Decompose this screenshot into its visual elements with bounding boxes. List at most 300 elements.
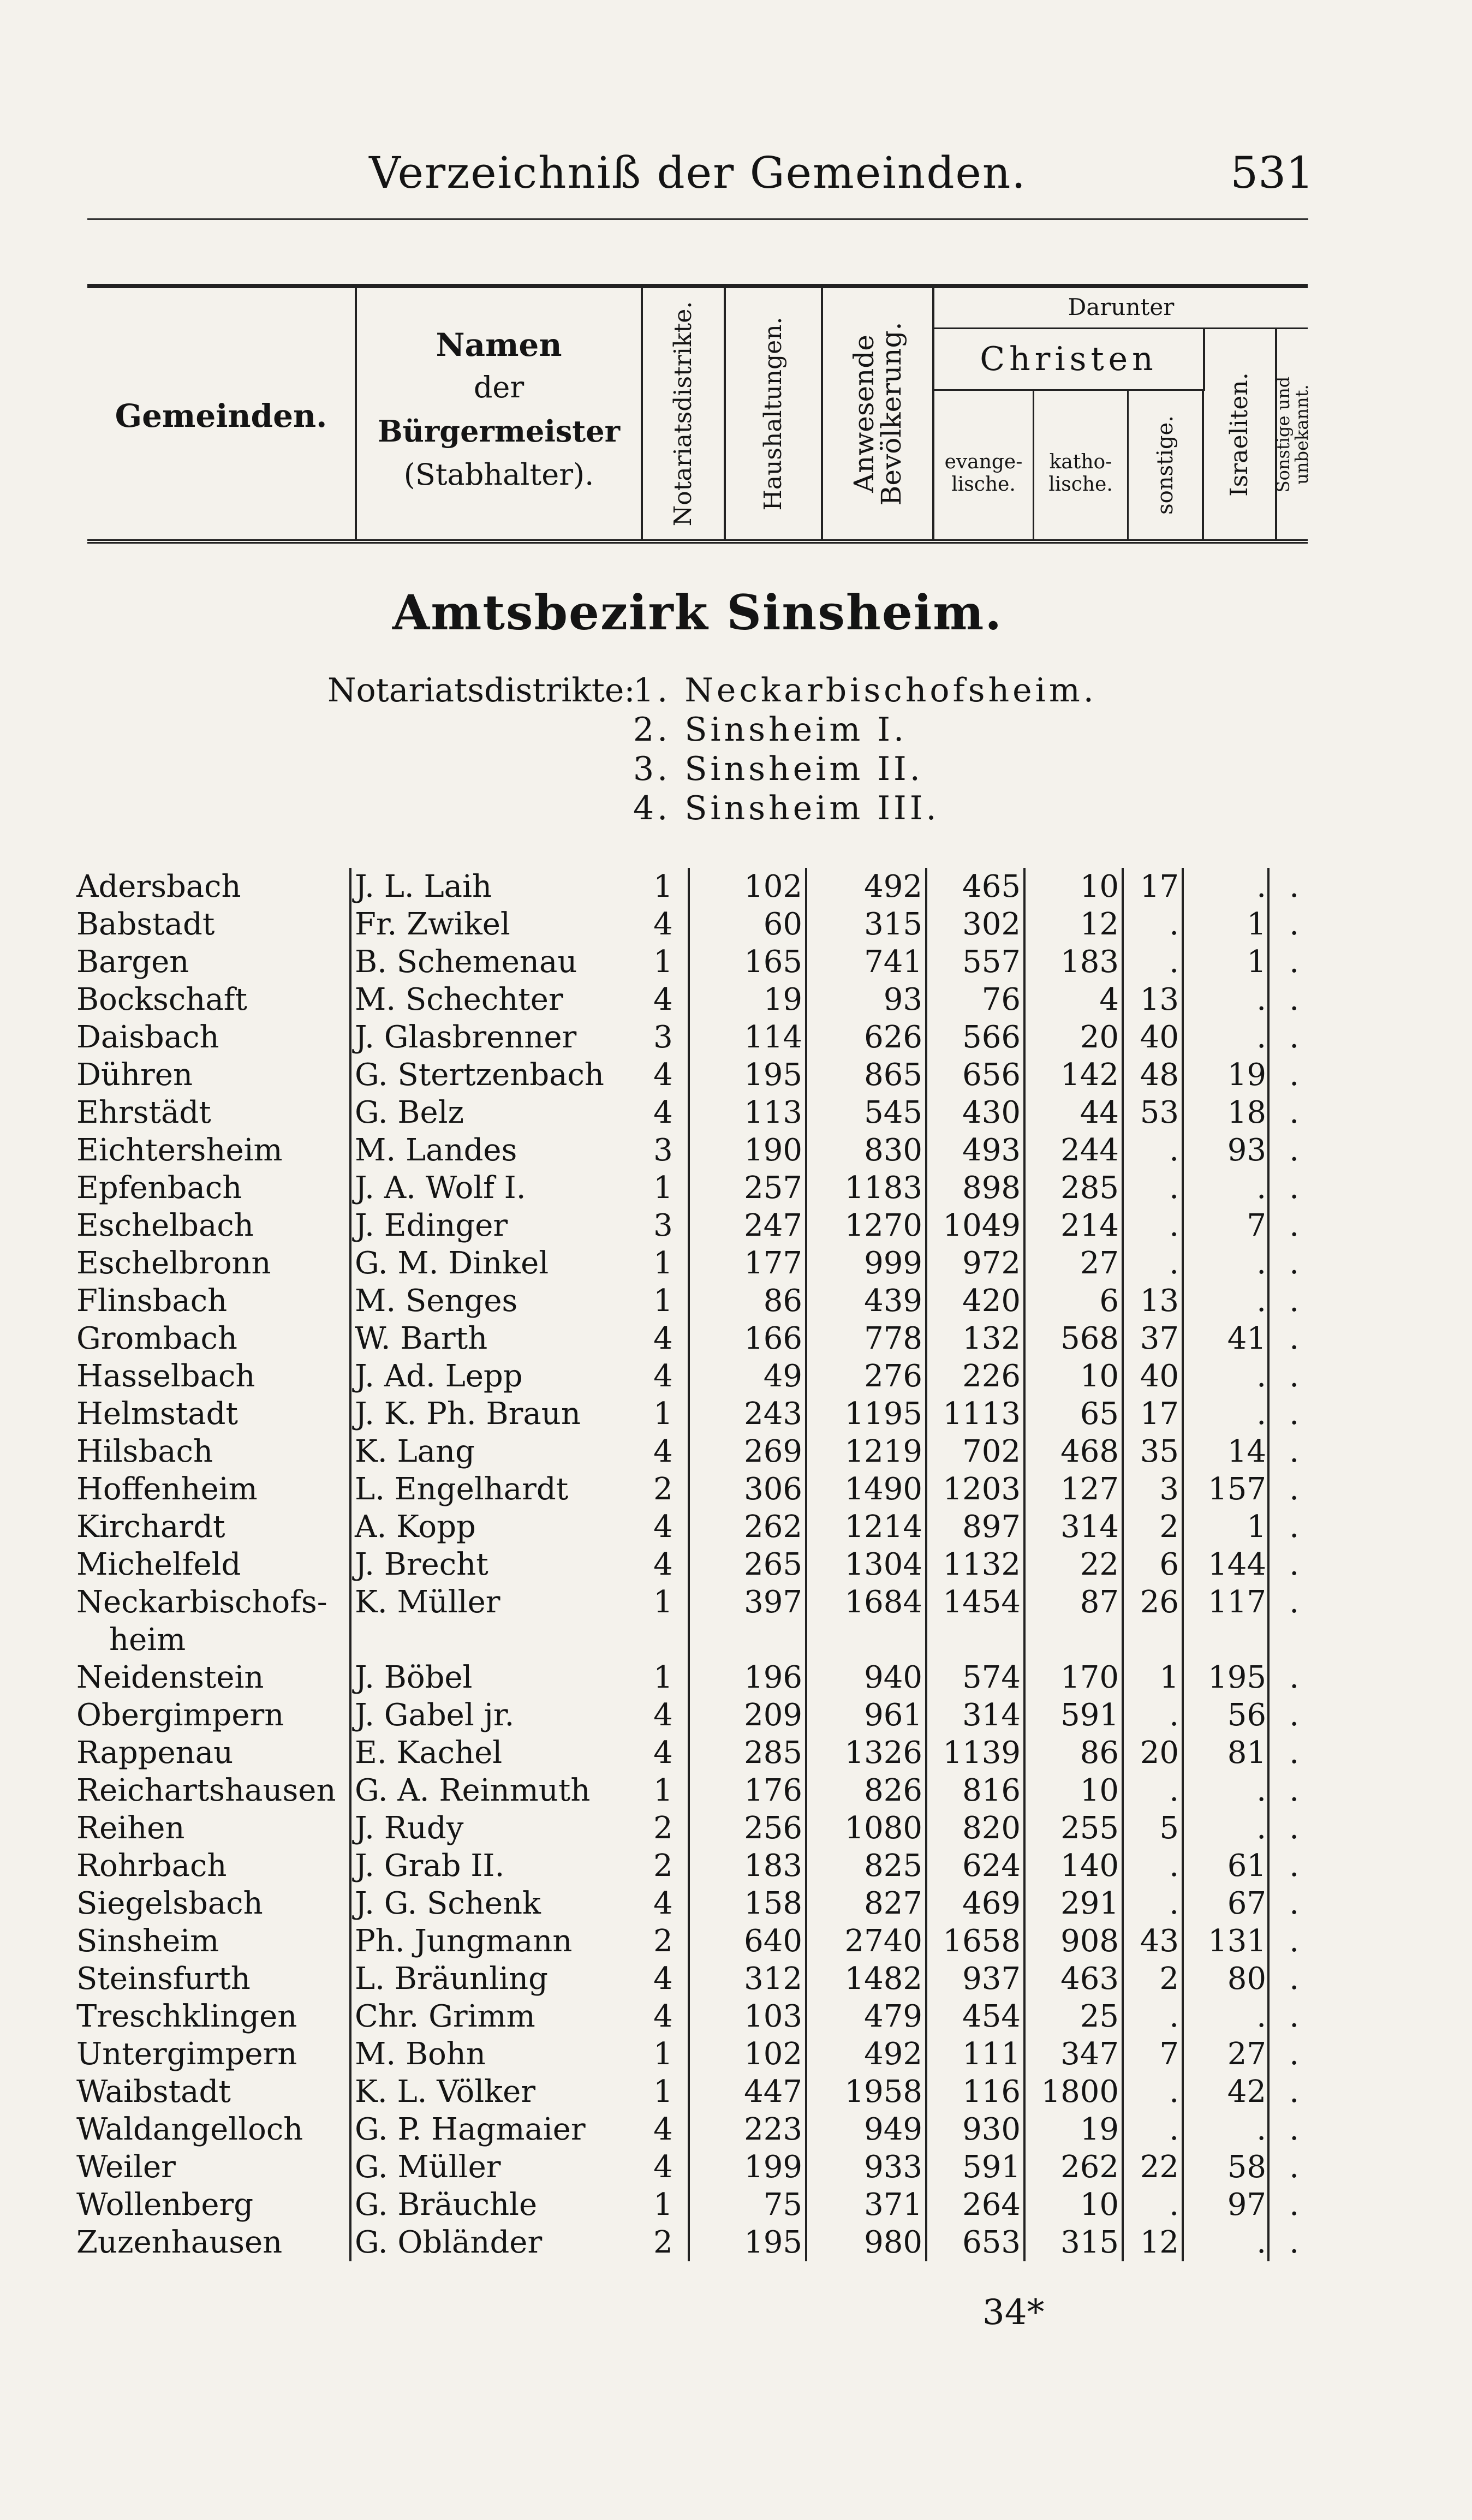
other-unknown-value: . — [1289, 1584, 1299, 1620]
mayor-name: G. P. Hagmaier — [355, 2112, 586, 2147]
catholic-value: 314 — [1060, 1509, 1119, 1545]
population-value: 1183 — [844, 1170, 922, 1206]
other-christian-value: 22 — [1140, 2149, 1179, 2185]
protestant-value: 314 — [962, 1697, 1021, 1733]
notary-district-number: 1 — [653, 944, 673, 980]
municipality-name: Eschelbach — [76, 1208, 254, 1243]
population-value: 933 — [864, 2149, 922, 2185]
population-value: 1490 — [844, 1472, 922, 1507]
table-column-rule — [688, 868, 690, 2261]
other-christian-value: 7 — [1159, 2036, 1179, 2072]
other-christian-value: 20 — [1140, 1735, 1179, 1771]
col-evangelisch — [934, 391, 1034, 539]
protestant-value: 557 — [962, 944, 1021, 980]
notary-district-number: 4 — [653, 1509, 673, 1545]
jewish-value: 67 — [1227, 1886, 1266, 1921]
jewish-value: . — [1256, 2112, 1266, 2147]
municipality-name: Rappenau — [76, 1735, 234, 1771]
mayor-name: Ph. Jungmann — [355, 1923, 573, 1959]
col-evangelisch-label: evange- lische. — [944, 451, 1023, 496]
page-number: 531 — [1230, 147, 1314, 198]
mayor-name: G. Stertzenbach — [355, 1057, 604, 1093]
population-value: 1270 — [844, 1208, 922, 1243]
catholic-value: 12 — [1080, 907, 1119, 942]
jewish-value: 81 — [1227, 1735, 1266, 1771]
other-christian-value: 5 — [1159, 1810, 1179, 1846]
notary-line: 3. Sinsheim II. — [633, 750, 923, 788]
protestant-value: 76 — [981, 982, 1021, 1017]
population-value: 1958 — [844, 2074, 922, 2110]
col-namen-line2: der — [473, 370, 525, 404]
population-value: 545 — [864, 1095, 922, 1130]
other-unknown-value: . — [1289, 1660, 1299, 1695]
households-value: 19 — [763, 982, 802, 1017]
mayor-name: J. Grab II. — [355, 1848, 505, 1884]
municipality-name: Bockschaft — [76, 982, 247, 1017]
households-value: 113 — [744, 1095, 802, 1130]
notary-district-number: 1 — [653, 1396, 673, 1432]
notary-district-number: 2 — [653, 1848, 673, 1884]
protestant-value: 1658 — [943, 1923, 1021, 1959]
protestant-value: 1203 — [943, 1472, 1021, 1507]
notary-district-number: 4 — [653, 1697, 673, 1733]
other-christian-value: 6 — [1159, 1547, 1179, 1582]
notary-line: 2. Sinsheim I. — [633, 711, 908, 749]
mayor-name: J. L. Laih — [355, 869, 492, 904]
jewish-value: . — [1256, 1170, 1266, 1206]
municipality-name: Wollenberg — [76, 2187, 254, 2223]
col-namen-line1: Namen — [436, 326, 562, 364]
other-unknown-value: . — [1289, 1246, 1299, 1281]
other-christian-value: . — [1169, 1170, 1179, 1206]
households-value: 183 — [744, 1848, 802, 1884]
other-christian-value: . — [1169, 1999, 1179, 2034]
households-value: 397 — [744, 1584, 802, 1620]
mayor-name: W. Barth — [355, 1321, 488, 1356]
municipality-name: Rohrbach — [76, 1848, 227, 1884]
catholic-value: 25 — [1080, 1999, 1119, 2034]
mayor-name: J. Brecht — [355, 1547, 488, 1582]
notary-district-number: 2 — [653, 1810, 673, 1846]
mayor-name: K. Lang — [355, 1434, 475, 1469]
jewish-value: 93 — [1227, 1133, 1266, 1168]
households-value: 265 — [744, 1547, 802, 1582]
notary-district-number: 1 — [653, 2074, 673, 2110]
other-christian-value: 17 — [1140, 869, 1179, 904]
other-christian-value: . — [1169, 2187, 1179, 2223]
jewish-value: . — [1256, 1283, 1266, 1319]
municipality-name: Hoffenheim — [76, 1472, 258, 1507]
mayor-name: L. Bräunling — [355, 1961, 548, 1997]
population-value: 825 — [864, 1848, 922, 1884]
households-value: 196 — [744, 1660, 802, 1695]
col-namen-line3: Bürgermeister — [377, 414, 621, 449]
other-christian-value: . — [1169, 2074, 1179, 2110]
mayor-name: G. A. Reinmuth — [355, 1773, 591, 1808]
households-value: 640 — [744, 1923, 802, 1959]
protestant-value: 116 — [962, 2074, 1021, 2110]
municipality-name: Neidenstein — [76, 1660, 264, 1695]
municipality-name: Steinsfurth — [76, 1961, 251, 1997]
notary-line: 1. Neckarbischofsheim. — [633, 671, 1097, 710]
households-value: 223 — [744, 2112, 802, 2147]
other-unknown-value: . — [1289, 2112, 1299, 2147]
notary-district-number: 4 — [653, 1359, 673, 1394]
households-value: 166 — [744, 1321, 802, 1356]
other-christian-value: . — [1169, 1697, 1179, 1733]
other-christian-value: . — [1169, 1246, 1179, 1281]
col-namen-line4: (Stabhalter). — [403, 457, 594, 492]
households-value: 262 — [744, 1509, 802, 1545]
protestant-value: 1139 — [943, 1735, 1021, 1771]
mayor-name: G. Bräuchle — [355, 2187, 538, 2223]
other-christian-value: 40 — [1140, 1359, 1179, 1394]
mayor-name: J. Edinger — [355, 1208, 508, 1243]
municipality-name: Bargen — [76, 944, 189, 980]
households-value: 256 — [744, 1810, 802, 1846]
population-value: 276 — [864, 1359, 922, 1394]
other-christian-value: 17 — [1140, 1396, 1179, 1432]
col-sonstige-label: sonstige. — [1153, 415, 1178, 515]
catholic-value: 1800 — [1041, 2074, 1119, 2110]
jewish-value: . — [1256, 1359, 1266, 1394]
protestant-value: 653 — [962, 2225, 1021, 2260]
notary-district-number: 4 — [653, 1961, 673, 1997]
municipality-name: Sinsheim — [76, 1923, 219, 1959]
mayor-name: G. Belz — [355, 1095, 464, 1130]
catholic-value: 127 — [1060, 1472, 1119, 1507]
mayor-name: G. Obländer — [355, 2225, 543, 2260]
catholic-value: 10 — [1080, 1773, 1119, 1808]
other-unknown-value: . — [1289, 1208, 1299, 1243]
protestant-value: 897 — [962, 1509, 1021, 1545]
notary-district-number: 1 — [653, 2187, 673, 2223]
population-value: 827 — [864, 1886, 922, 1921]
other-christian-value: . — [1169, 1886, 1179, 1921]
households-value: 165 — [744, 944, 802, 980]
other-christian-value: 2 — [1159, 1961, 1179, 1997]
jewish-value: . — [1256, 1020, 1266, 1055]
protestant-value: 226 — [962, 1359, 1021, 1394]
other-christian-value: . — [1169, 1773, 1179, 1808]
other-unknown-value: . — [1289, 2225, 1299, 2260]
population-value: 371 — [864, 2187, 922, 2223]
mayor-name: E. Kachel — [355, 1735, 503, 1771]
catholic-value: 10 — [1080, 1359, 1119, 1394]
jewish-value: . — [1256, 1810, 1266, 1846]
catholic-value: 87 — [1080, 1584, 1119, 1620]
other-unknown-value: . — [1289, 1133, 1299, 1168]
municipality-name: Obergimpern — [76, 1697, 284, 1733]
notary-district-number: 4 — [653, 1886, 673, 1921]
other-christian-value: . — [1169, 2112, 1179, 2147]
other-christian-value: . — [1169, 907, 1179, 942]
jewish-value: 97 — [1227, 2187, 1266, 2223]
col-darunter — [934, 288, 1308, 329]
jewish-value: . — [1256, 1773, 1266, 1808]
protestant-value: 574 — [962, 1660, 1021, 1695]
households-value: 158 — [744, 1886, 802, 1921]
mayor-name: K. Müller — [355, 1584, 500, 1620]
other-christian-value: 48 — [1140, 1057, 1179, 1093]
mayor-name: J. A. Wolf I. — [355, 1170, 526, 1206]
jewish-value: 19 — [1227, 1057, 1266, 1093]
population-value: 826 — [864, 1773, 922, 1808]
notary-district-number: 4 — [653, 1057, 673, 1093]
households-value: 103 — [744, 1999, 802, 2034]
other-unknown-value: . — [1289, 2149, 1299, 2185]
notary-label: Notariatsdistrikte: — [327, 671, 635, 710]
other-unknown-value: . — [1289, 1961, 1299, 1997]
jewish-value: 1 — [1247, 944, 1266, 980]
jewish-value: 80 — [1227, 1961, 1266, 1997]
mayor-name: Chr. Grimm — [355, 1999, 535, 2034]
jewish-value: . — [1256, 1246, 1266, 1281]
municipality-name: Hasselbach — [76, 1359, 255, 1394]
other-unknown-value: . — [1289, 2187, 1299, 2223]
mayor-name: J. G. Schenk — [355, 1886, 541, 1921]
municipality-name: Michelfeld — [76, 1547, 241, 1582]
population-value: 980 — [864, 2225, 922, 2260]
municipality-name-continuation: heim — [109, 1622, 186, 1658]
catholic-value: 19 — [1080, 2112, 1119, 2147]
population-value: 93 — [883, 982, 922, 1017]
population-value: 1214 — [844, 1509, 922, 1545]
households-value: 177 — [744, 1246, 802, 1281]
notary-district-number: 3 — [653, 1208, 673, 1243]
jewish-value: 41 — [1227, 1321, 1266, 1356]
population-value: 830 — [864, 1133, 922, 1168]
population-value: 492 — [864, 2036, 922, 2072]
municipality-name: Flinsbach — [76, 1283, 228, 1319]
table-column-rule — [925, 868, 927, 2261]
other-christian-value: 1 — [1159, 1660, 1179, 1695]
protestant-value: 264 — [962, 2187, 1021, 2223]
other-christian-value: . — [1169, 1848, 1179, 1884]
table-column-rule — [1182, 868, 1184, 2261]
municipality-name: Hilsbach — [76, 1434, 213, 1469]
other-unknown-value: . — [1289, 1434, 1299, 1469]
protestant-value: 937 — [962, 1961, 1021, 1997]
mayor-name: B. Schemenau — [355, 944, 577, 980]
notary-district-number: 1 — [653, 1170, 673, 1206]
other-christian-value: 40 — [1140, 1020, 1179, 1055]
households-value: 269 — [744, 1434, 802, 1469]
jewish-value: 56 — [1227, 1697, 1266, 1733]
municipality-name: Waldangelloch — [76, 2112, 303, 2147]
col-haushaltungen — [726, 288, 823, 539]
col-christen-label: Christen — [980, 340, 1158, 378]
catholic-value: 315 — [1060, 2225, 1119, 2260]
notary-district-number: 4 — [653, 1434, 673, 1469]
col-israeliten-label: Israeliten. — [1225, 372, 1253, 497]
other-christian-value: 43 — [1140, 1923, 1179, 1959]
col-haushaltungen-label: Haushaltungen. — [759, 317, 787, 511]
jewish-value: 42 — [1227, 2074, 1266, 2110]
jewish-value: 1 — [1247, 907, 1266, 942]
col-buergermeister — [357, 288, 643, 539]
households-value: 285 — [744, 1735, 802, 1771]
protestant-value: 702 — [962, 1434, 1021, 1469]
other-unknown-value: . — [1289, 982, 1299, 1017]
other-christian-value: 37 — [1140, 1321, 1179, 1356]
municipality-name: Dühren — [76, 1057, 193, 1093]
municipality-name: Daisbach — [76, 1020, 219, 1055]
jewish-value: 157 — [1208, 1472, 1266, 1507]
col-darunter-label: Darunter — [1068, 294, 1175, 320]
protestant-value: 469 — [962, 1886, 1021, 1921]
mayor-name: G. M. Dinkel — [355, 1246, 549, 1281]
catholic-value: 142 — [1060, 1057, 1119, 1093]
other-unknown-value: . — [1289, 944, 1299, 980]
population-value: 999 — [864, 1246, 922, 1281]
other-unknown-value: . — [1289, 1396, 1299, 1432]
population-value: 1304 — [844, 1547, 922, 1582]
households-value: 190 — [744, 1133, 802, 1168]
notary-line: 4. Sinsheim III. — [633, 789, 940, 827]
population-value: 1684 — [844, 1584, 922, 1620]
notary-district-number: 1 — [653, 1283, 673, 1319]
jewish-value: 14 — [1227, 1434, 1266, 1469]
jewish-value: 117 — [1208, 1584, 1266, 1620]
households-value: 312 — [744, 1961, 802, 1997]
protestant-value: 624 — [962, 1848, 1021, 1884]
notary-district-number: 4 — [653, 2112, 673, 2147]
households-value: 243 — [744, 1396, 802, 1432]
notary-district-number: 1 — [653, 2036, 673, 2072]
catholic-value: 140 — [1060, 1848, 1119, 1884]
population-value: 961 — [864, 1697, 922, 1733]
catholic-value: 86 — [1080, 1735, 1119, 1771]
other-unknown-value: . — [1289, 1923, 1299, 1959]
page-title: Verzeichniß der Gemeinden. — [369, 147, 1027, 198]
jewish-value: . — [1256, 2225, 1266, 2260]
other-unknown-value: . — [1289, 1057, 1299, 1093]
notary-district-number: 2 — [653, 1472, 673, 1507]
other-unknown-value: . — [1289, 1509, 1299, 1545]
notary-district-number: 4 — [653, 1999, 673, 2034]
other-unknown-value: . — [1289, 1848, 1299, 1884]
municipality-name: Ehrstädt — [76, 1095, 211, 1130]
catholic-value: 568 — [1060, 1321, 1119, 1356]
col-notariat-label: Notariatsdistrikte. — [669, 301, 697, 527]
jewish-value: 58 — [1227, 2149, 1266, 2185]
catholic-value: 20 — [1080, 1020, 1119, 1055]
col-gemeinden-label: Gemeinden. — [115, 397, 327, 434]
col-anwesende-label: Anwesende Bevölkerung. — [848, 321, 907, 506]
population-value: 1195 — [844, 1396, 922, 1432]
population-value: 315 — [864, 907, 922, 942]
protestant-value: 430 — [962, 1095, 1021, 1130]
other-christian-value: 13 — [1140, 1283, 1179, 1319]
other-unknown-value: . — [1289, 1170, 1299, 1206]
other-unknown-value: . — [1289, 1283, 1299, 1319]
jewish-value: 1 — [1247, 1509, 1266, 1545]
col-anwesende — [823, 288, 934, 539]
catholic-value: 255 — [1060, 1810, 1119, 1846]
population-value: 492 — [864, 869, 922, 904]
mayor-name: J. Rudy — [355, 1810, 464, 1846]
other-christian-value: . — [1169, 1208, 1179, 1243]
other-unknown-value: . — [1289, 2036, 1299, 2072]
col-notariat — [643, 288, 726, 539]
other-christian-value: 3 — [1159, 1472, 1179, 1507]
notary-district-number: 2 — [653, 2225, 673, 2260]
other-unknown-value: . — [1289, 1999, 1299, 2034]
population-value: 1219 — [844, 1434, 922, 1469]
households-value: 60 — [763, 907, 802, 942]
notary-district-number: 3 — [653, 1133, 673, 1168]
protestant-value: 132 — [962, 1321, 1021, 1356]
notary-district-number: 2 — [653, 1923, 673, 1959]
table-column-rule — [349, 868, 351, 2261]
municipality-name: Epfenbach — [76, 1170, 242, 1206]
notary-district-number: 4 — [653, 982, 673, 1017]
population-value: 2740 — [844, 1923, 922, 1959]
catholic-value: 468 — [1060, 1434, 1119, 1469]
households-value: 199 — [744, 2149, 802, 2185]
jewish-value: 131 — [1208, 1923, 1266, 1959]
column-header — [87, 284, 1312, 544]
table-column-rule — [805, 868, 807, 2261]
population-value: 778 — [864, 1321, 922, 1356]
municipality-name: Eichtersheim — [76, 1133, 283, 1168]
population-value: 949 — [864, 2112, 922, 2147]
other-christian-value: 35 — [1140, 1434, 1179, 1469]
other-unknown-value: . — [1289, 1359, 1299, 1394]
municipality-name: Babstadt — [76, 907, 215, 942]
col-sonstige-unbekannt-label: Sonstige und unbekannt. — [1273, 376, 1312, 492]
notary-district-number: 4 — [653, 907, 673, 942]
mayor-name: G. Müller — [355, 2149, 501, 2185]
catholic-value: 65 — [1080, 1396, 1119, 1432]
protestant-value: 302 — [962, 907, 1021, 942]
mayor-name: J. K. Ph. Braun — [355, 1396, 581, 1432]
mayor-name: J. Gabel jr. — [355, 1697, 515, 1733]
households-value: 306 — [744, 1472, 802, 1507]
notary-district-number: 1 — [653, 1773, 673, 1808]
population-value: 479 — [864, 1999, 922, 2034]
catholic-value: 285 — [1060, 1170, 1119, 1206]
protestant-value: 493 — [962, 1133, 1021, 1168]
municipality-name: Waibstadt — [76, 2074, 231, 2110]
other-unknown-value: . — [1289, 1321, 1299, 1356]
catholic-value: 170 — [1060, 1660, 1119, 1695]
notary-district-number: 4 — [653, 1547, 673, 1582]
mayor-name: M. Bohn — [355, 2036, 486, 2072]
municipality-name: Adersbach — [76, 869, 241, 904]
households-value: 209 — [744, 1697, 802, 1733]
catholic-value: 591 — [1060, 1697, 1119, 1733]
mayor-name: J. Ad. Lepp — [355, 1359, 523, 1394]
population-value: 865 — [864, 1057, 922, 1093]
other-christian-value: 12 — [1140, 2225, 1179, 2260]
municipality-name: Reichartshausen — [76, 1773, 336, 1808]
protestant-value: 465 — [962, 869, 1021, 904]
protestant-value: 816 — [962, 1773, 1021, 1808]
jewish-value: 61 — [1227, 1848, 1266, 1884]
catholic-value: 22 — [1080, 1547, 1119, 1582]
population-value: 439 — [864, 1283, 922, 1319]
notary-district-number: 1 — [653, 1584, 673, 1620]
municipality-name: Helmstadt — [76, 1396, 238, 1432]
catholic-value: 6 — [1099, 1283, 1119, 1319]
other-unknown-value: . — [1289, 1810, 1299, 1846]
table-column-rule — [1122, 868, 1124, 2261]
protestant-value: 566 — [962, 1020, 1021, 1055]
municipality-name: Treschklingen — [76, 1999, 297, 2034]
catholic-value: 347 — [1060, 2036, 1119, 2072]
